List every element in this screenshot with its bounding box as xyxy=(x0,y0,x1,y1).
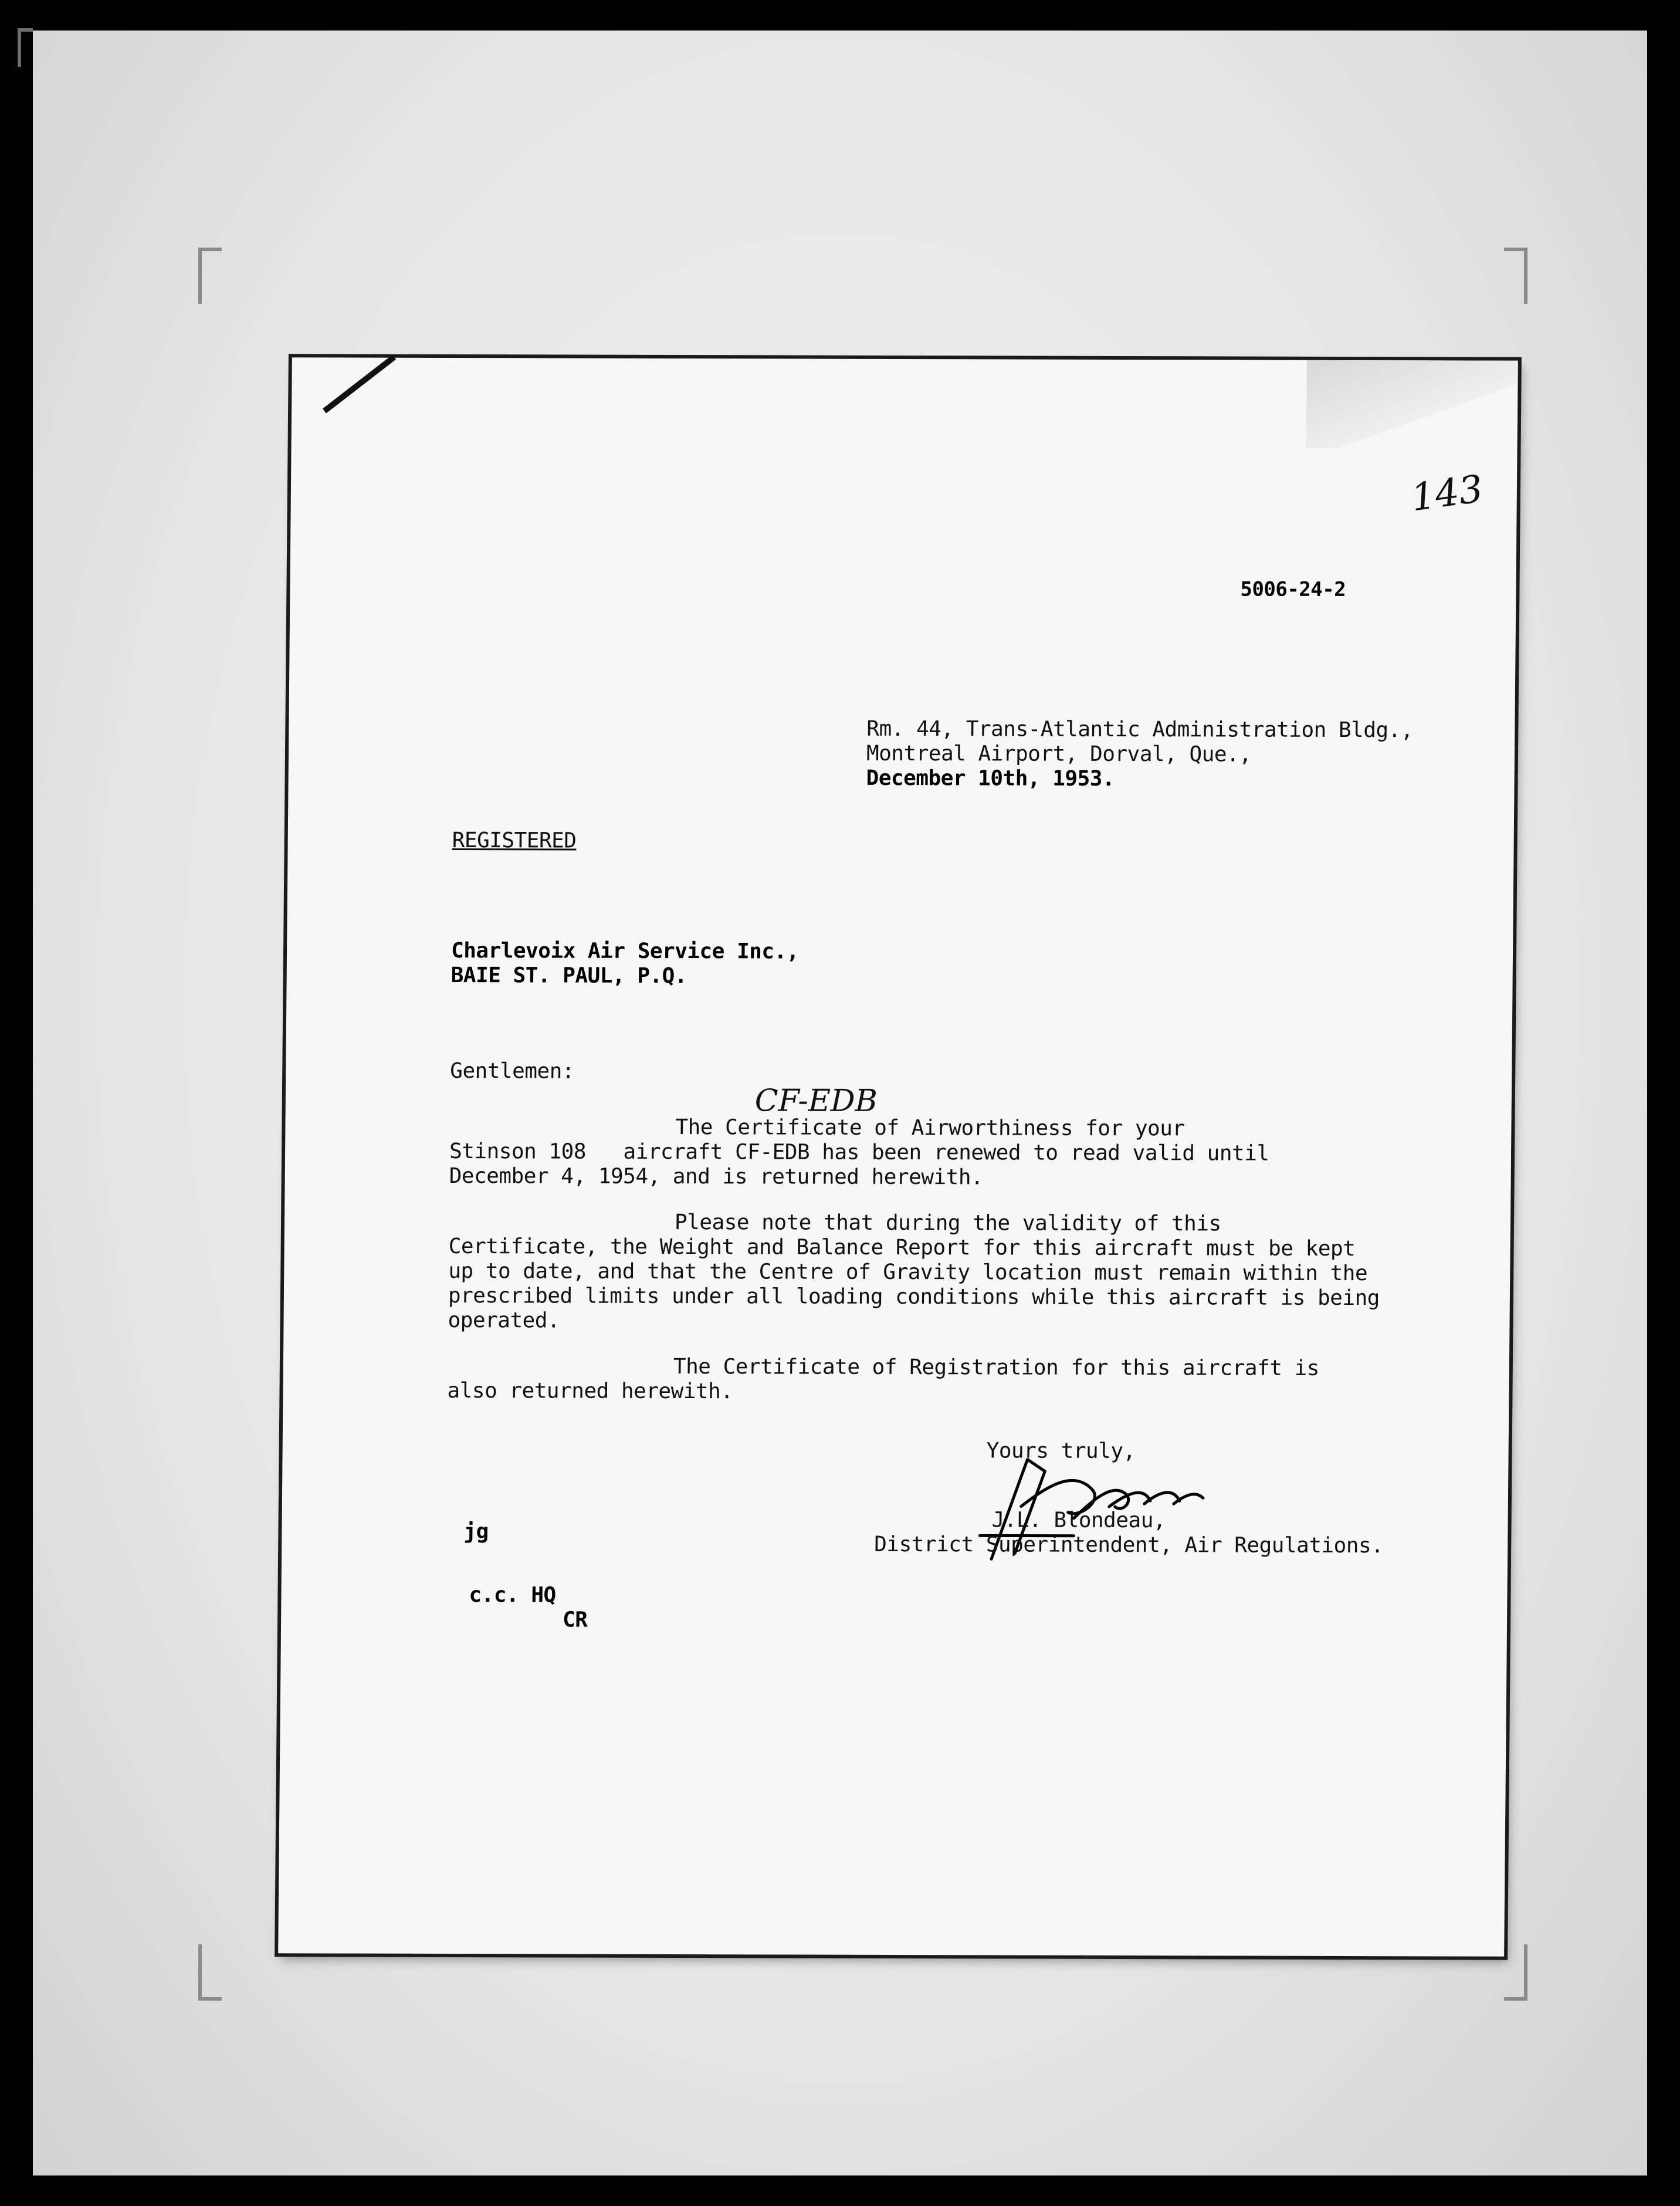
paragraph-2-line-4: prescribed limits under all loading conditions while this aircraft is being xyxy=(448,1283,1380,1311)
carbon-copy-line-1: c.c. HQ xyxy=(469,1583,556,1608)
file-number: 5006-24-2 xyxy=(1240,577,1346,601)
signer-name: J.L. Blondeau, xyxy=(991,1508,1166,1533)
paragraph-2-line-3: up to date, and that the Centre of Gravity location must remain within the xyxy=(448,1258,1368,1286)
paragraph-2-line-1: Please note that during the validity of this xyxy=(674,1210,1221,1236)
recipient-city: BAIE ST. PAUL, P.Q. xyxy=(451,963,687,989)
sender-address-line-1: Rm. 44, Trans-Atlantic Administration Bldg., xyxy=(866,716,1414,743)
crop-mark-top-right xyxy=(1504,248,1527,304)
typist-initials: jg xyxy=(463,1520,489,1544)
paragraph-1-line-3: December 4, 1954, and is returned herewith. xyxy=(449,1163,984,1190)
sender-address-line-2: Montreal Airport, Dorval, Que., xyxy=(866,741,1252,767)
letter-date: December 10th, 1953. xyxy=(866,766,1115,791)
letter-page xyxy=(278,357,1518,1956)
mount-board xyxy=(33,31,1647,2175)
page-number: 143 xyxy=(1408,467,1486,520)
folded-corner xyxy=(323,355,396,414)
crop-mark-bottom-right xyxy=(1504,1944,1527,2001)
handwritten-registration: CF-EDB xyxy=(754,1083,878,1119)
crop-mark-top-left xyxy=(198,248,222,304)
recipient-name: Charlevoix Air Service Inc., xyxy=(451,938,800,964)
crop-mark-bottom-left xyxy=(198,1944,222,2001)
scan-corner-mark xyxy=(18,28,33,67)
paragraph-3-line-2: also returned herewith. xyxy=(447,1378,733,1404)
registered-label: REGISTERED xyxy=(452,828,577,853)
salutation: Gentlemen: xyxy=(450,1058,575,1084)
paragraph-1-line-2: Stinson 108 aircraft CF-EDB has been renewed to read valid until xyxy=(449,1139,1269,1166)
paragraph-2-line-5: operated. xyxy=(448,1308,560,1333)
closing: Yours truly, xyxy=(986,1439,1136,1464)
signer-title: District Superintendent, Air Regulations. xyxy=(874,1532,1384,1558)
paragraph-3-line-1: The Certificate of Registration for this aircraft is xyxy=(673,1355,1320,1381)
paragraph-2-line-2: Certificate, the Weight and Balance Report for this aircraft must be kept xyxy=(448,1234,1356,1261)
paragraph-1-line-1: The Certificate of Airworthiness for your xyxy=(675,1115,1185,1141)
carbon-copy-line-2: CR xyxy=(562,1608,588,1632)
